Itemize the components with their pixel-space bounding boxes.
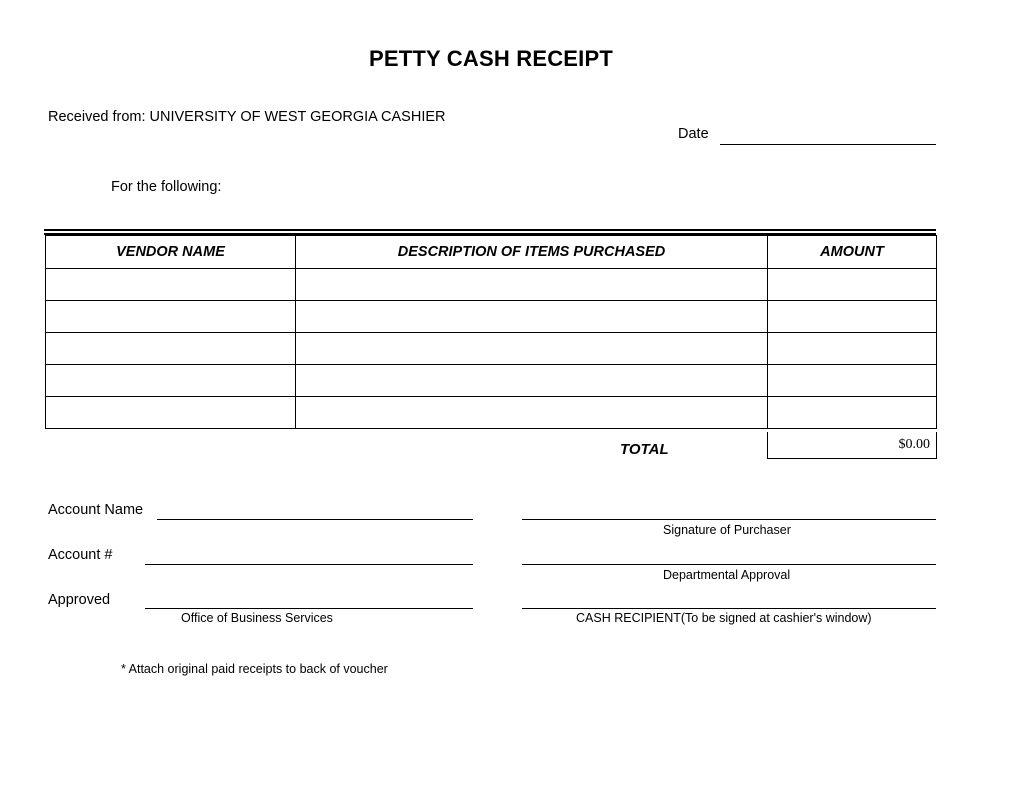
description-cell[interactable] (296, 397, 768, 429)
amount-cell[interactable] (768, 301, 937, 333)
account-name-field-line[interactable] (157, 519, 473, 520)
table-row (46, 333, 937, 365)
account-name-label: Account Name (48, 502, 144, 518)
table-top-rule (44, 229, 936, 231)
cash-recipient-line[interactable] (522, 608, 936, 609)
total-value: $0.00 (898, 437, 930, 452)
date-label: Date (678, 126, 709, 142)
approved-label: Approved (48, 592, 111, 608)
account-number-field-line[interactable] (145, 564, 473, 565)
page-title: PETTY CASH RECEIPT (368, 46, 613, 71)
amount-cell[interactable] (768, 269, 937, 301)
for-the-following-text: For the following: (111, 179, 222, 195)
amount-cell[interactable] (768, 365, 937, 397)
vendor-cell[interactable] (46, 397, 296, 429)
vendor-cell[interactable] (46, 269, 296, 301)
purchase-items-table (45, 235, 937, 429)
amount-header: AMOUNT (768, 236, 937, 269)
vendor-cell[interactable] (46, 365, 296, 397)
table-header-row (46, 236, 937, 269)
description-cell[interactable] (296, 333, 768, 365)
received-from-text: Received from: UNIVERSITY OF WEST GEORGIA CASHIER (48, 109, 446, 125)
signature-of-purchaser-caption: Signature of Purchaser (663, 523, 791, 537)
vendor-name-header: VENDOR NAME (46, 236, 296, 269)
table-row (46, 397, 937, 429)
cash-recipient-caption: CASH RECIPIENT(To be signed at cashier's window) (576, 611, 872, 625)
date-field-line[interactable] (720, 144, 936, 145)
table-row (46, 269, 937, 301)
table-row (46, 365, 937, 397)
description-cell[interactable] (296, 365, 768, 397)
office-of-business-services-caption: Office of Business Services (181, 611, 333, 625)
total-amount-box (767, 432, 937, 459)
departmental-approval-line[interactable] (522, 564, 936, 565)
amount-cell[interactable] (768, 333, 937, 365)
description-cell[interactable] (296, 301, 768, 333)
departmental-approval-caption: Departmental Approval (663, 568, 791, 582)
vendor-cell[interactable] (46, 301, 296, 333)
account-number-label: Account # (48, 547, 113, 563)
total-label: TOTAL (620, 441, 669, 458)
signature-of-purchaser-line[interactable] (522, 519, 936, 520)
vendor-cell[interactable] (46, 333, 296, 365)
approved-field-line[interactable] (145, 608, 473, 609)
table-row (46, 301, 937, 333)
amount-cell[interactable] (768, 397, 937, 429)
footnote-text: * Attach original paid receipts to back of voucher (121, 662, 388, 676)
description-header: DESCRIPTION OF ITEMS PURCHASED (296, 236, 768, 269)
description-cell[interactable] (296, 269, 768, 301)
